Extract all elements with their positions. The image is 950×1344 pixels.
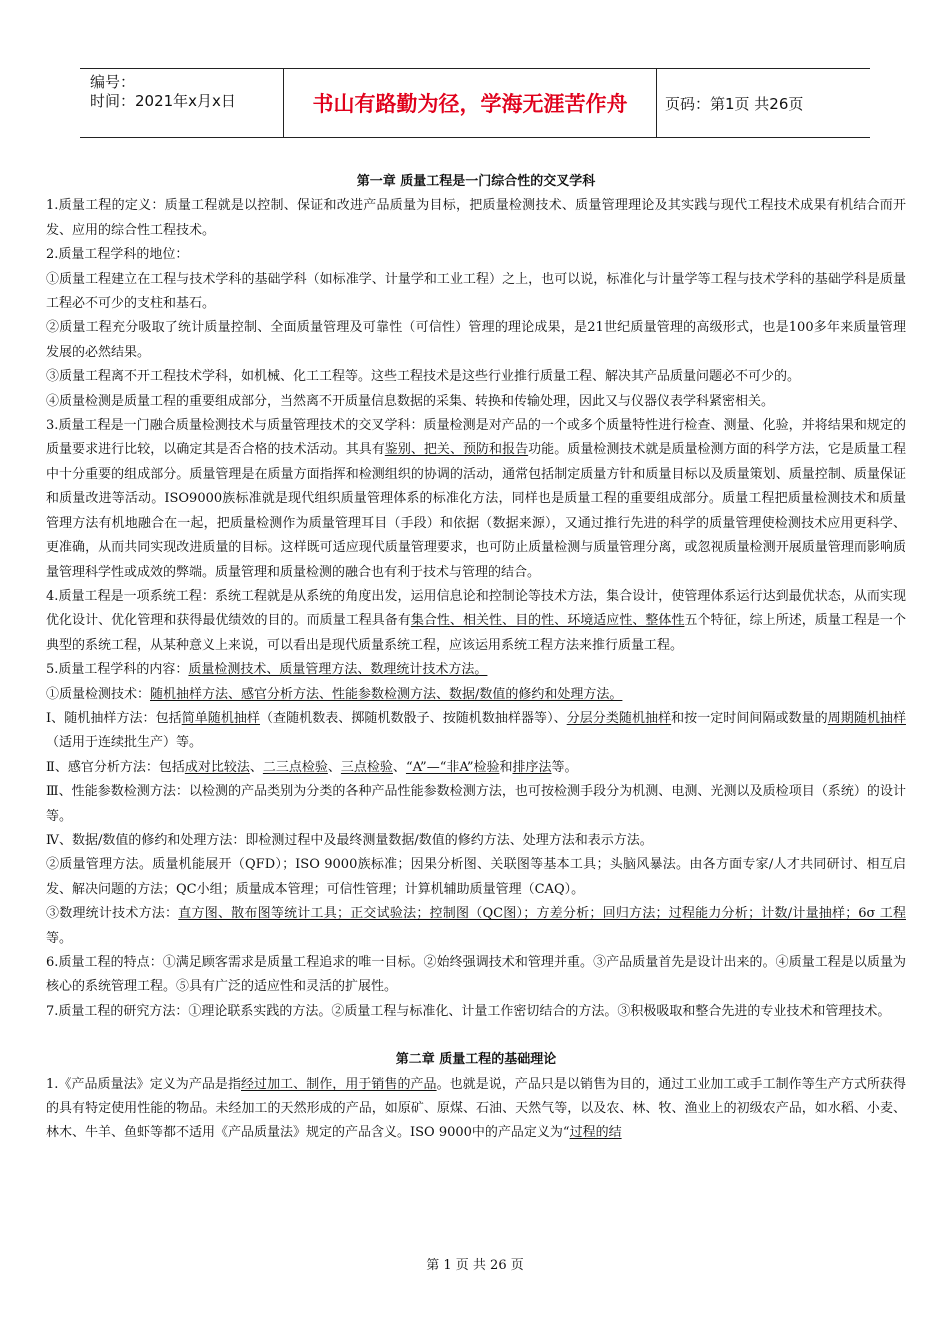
- underlined-term: 二三点检验: [262, 759, 328, 775]
- text-span: 五个特征，综上所述，质量工程是一个典型的系统工程，从某种意义上来说，可以看出是现代质量系统工程，应该运用系统工程方法来推行质量工程。: [46, 613, 906, 653]
- paragraph: [46, 658, 906, 682]
- document-header: [80, 68, 870, 138]
- underlined-term: 直方图、散布图等统计工具；正交试验法；控制图（QC图）；方差分析；回归方法；过程能力分析；计数/计量抽样；6σ 工程: [178, 906, 906, 922]
- paragraph: ③质量工程离不开工程技术学科，如机械、化工工程等。这些工程技术是这些行业推行质量工程、解决其产品质量问题必不可少的。: [46, 369, 801, 385]
- underlined-term: 随机抽样方法、感官分析方法、性能参数检测方法、数据/数值的修约和处理方法。: [150, 686, 623, 702]
- header-left-cell: [80, 69, 283, 137]
- text-span: Ⅱ、感官分析方法：包括: [46, 759, 185, 775]
- paragraph: [46, 756, 906, 780]
- text-span: 。也就是说，产品只是以销售为目的，通过工业加工或手工制作等生产方式所获得的具有特定使用性能的物品。未经加工的天然形成的产品，如原矿、原煤、石油、天然气等，以及农、林、牧、渔业上的初级农产品，如水稻、小麦、林木、牛羊、鱼虾等都不适用《产品质量法》规定的产品含义。ISO 9000中的产品定义为“: [46, 1076, 906, 1141]
- paragraph: 1.质量工程的定义：质量工程就是以控制、保证和改进产品质量为目标，把质量检测技术、质量管理理论及其实践与现代工程技术成果有机结合而开发、应用的综合性工程技术。: [46, 198, 906, 238]
- underlined-term: 简单随机抽样: [181, 710, 260, 726]
- text-span: 、: [249, 759, 263, 775]
- text-span: 4.质量工程是一项系统工程：系统工程就是从系统的角度出发，运用信息论和控制论等技术方法，集合设计，使管理体系运行达到最优状态，从而实现优化设计、优化管理和获得最优绩效的目的。而质量工程具备有: [46, 588, 906, 629]
- text-span: （查随机数表、掷随机数骰子、按随机数抽样器等）、: [260, 710, 567, 726]
- paragraph: ②质量工程充分吸取了统计质量控制、全面质量管理及可靠性（可信性）管理的理论成果，是21世纪质量管理的高级形式，也是100多年来质量管理发展的必然结果。: [46, 320, 906, 360]
- paragraph: ①质量工程建立在工程与技术学科的基础学科（如标准学、计量学和工业工程）之上，也可以说，标准化与计量学等工程与技术学科的基础学科是质量工程必不可少的支柱和基石。: [46, 271, 906, 312]
- number-label: 编号：: [90, 73, 136, 91]
- text-span: ①质量检测技术：: [46, 686, 151, 702]
- text-span: 等。: [551, 759, 578, 775]
- underlined-term: 鉴别、把关、预防和报告: [384, 442, 529, 458]
- text-span: 5.质量工程学科的内容：: [46, 662, 189, 678]
- paragraph: [46, 585, 906, 658]
- underlined-term: 过程的结: [569, 1125, 622, 1141]
- motto: 书山有路勤为径，学海无涯苦作舟: [283, 69, 657, 137]
- underlined-term: 集合性、相关性、目的性、环境适应性、整体性: [410, 613, 685, 629]
- text-span: 和: [499, 759, 513, 775]
- chapter-1-title: 第一章 质量工程是一门综合性的交叉学科: [356, 174, 596, 189]
- paragraph: ②质量管理方法。质量机能展开（QFD）；ISO 9000族标准；因果分析图、关联图等基本工具；头脑风暴法。由各方面专家/人才共同研讨、相互启发、解决问题的方法；QC小组；质量成本管理；可信性管理；计算机辅助质量管理（CAQ）。: [46, 857, 906, 897]
- paragraph: Ⅳ、数据/数值的修约和处理方法：即检测过程中及最终测量数据/数值的修约方法、处理方法和表示方法。: [46, 832, 653, 848]
- underlined-term: 经过加工、制作，用于销售的产品: [241, 1076, 437, 1092]
- section-spacer: [46, 1024, 906, 1048]
- text-span: ③数理统计技术方法：: [46, 906, 179, 922]
- text-span: 等。: [46, 930, 73, 946]
- underlined-term: 排序法: [512, 759, 552, 775]
- page-info: 页码：第1页 共26页: [665, 94, 804, 113]
- text-span: 、: [392, 759, 406, 775]
- underlined-term: 周期随机抽样: [827, 710, 906, 726]
- text-span: （适用于连续批生产）等。: [46, 735, 203, 751]
- page-footer: 第 1 页 共 26 页: [426, 1258, 524, 1273]
- underlined-term: 分层分类随机抽样: [566, 710, 672, 726]
- text-span: 3.质量工程是一门融合质量检测技术与质量管理技术的交叉学科：质量检测是对产品的一个或多个质量特性进行检查、测量、化验，并将结果和规定的质量要求进行比较，以确定其是否合格的技术活动。其具有: [46, 418, 906, 458]
- paragraph: 6.质量工程的特点：①满足顾客需求是质量工程追求的唯一目标。②始终强调技术和管理并重。③产品质量首先是设计出来的。④质量工程是以质量为核心的系统管理工程。⑤具有广泛的适应性和灵活的扩展性。: [46, 955, 906, 995]
- paragraph: Ⅲ、性能参数检测方法：以检测的产品类别为分类的各种产品性能参数检测方法，也可按检测手段分为机测、电测、光测以及质检项目（系统）的设计等。: [46, 784, 906, 824]
- paragraph: [46, 1073, 906, 1146]
- underlined-term: “A”—“非A”检验: [405, 759, 500, 775]
- text-span: 、: [327, 759, 341, 775]
- paragraph: 7.质量工程的研究方法：①理论联系实践的方法。②质量工程与标准化、计量工作密切结合的方法。③积极吸取和整合先进的专业技术和管理技术。: [46, 1003, 891, 1019]
- document-body: [46, 170, 906, 1146]
- text-span: 功能。质量检测技术就是质量检测方面的科学方法，它是质量工程中十分重要的组成部分。质量管理是在质量方面指挥和检测组织的协调的活动，通常包括制定质量方针和质量目标以及质量策划、质量控制、质量保证和质量改进等活动。ISO9000族标准就是现代组织质量管理体系的标准化方法，同样也是质量工程的重要组成部分。质量工程把质量检测技术和质量管理方法有机地融合在一起，把质量检测作为质量管理耳目（手段）和依据（数据来源），又通过推行先进的科学的质量管理使检测技术应用更科学、更准确，从而共同实现改进质量的目标。这样既可适应现代质量管理要求，也可防止质量检测与质量管理分离，或忽视质量检测开展质量管理而影响质量管理科学性或成效的弊端。质量管理和质量检测的融合也有利于技术与管理的结合。: [46, 442, 906, 580]
- text-span: 和按一定时间间隔或数量的: [671, 710, 828, 726]
- paragraph: 2.质量工程学科的地位：: [46, 247, 189, 263]
- underlined-term: 质量检测技术、质量管理方法、数理统计技术方法。: [188, 662, 488, 678]
- text-span: Ⅰ、随机抽样方法：包括: [46, 710, 182, 726]
- underlined-term: 成对比较法: [184, 759, 250, 775]
- text-span: 1.《产品质量法》定义为产品是指: [46, 1076, 241, 1092]
- time-label: 时间：2021年x月x日: [90, 92, 236, 110]
- underlined-term: 三点检验: [340, 759, 393, 775]
- paragraph: [46, 902, 906, 951]
- paragraph: [46, 707, 906, 756]
- paragraph: [46, 414, 906, 585]
- paragraph: ④质量检测是质量工程的重要组成部分，当然离不开质量信息数据的采集、转换和传输处理，因此又与仪器仪表学科紧密相关。: [46, 393, 775, 409]
- chapter-2-title: 第二章 质量工程的基础理论: [395, 1052, 557, 1068]
- paragraph: [46, 683, 906, 707]
